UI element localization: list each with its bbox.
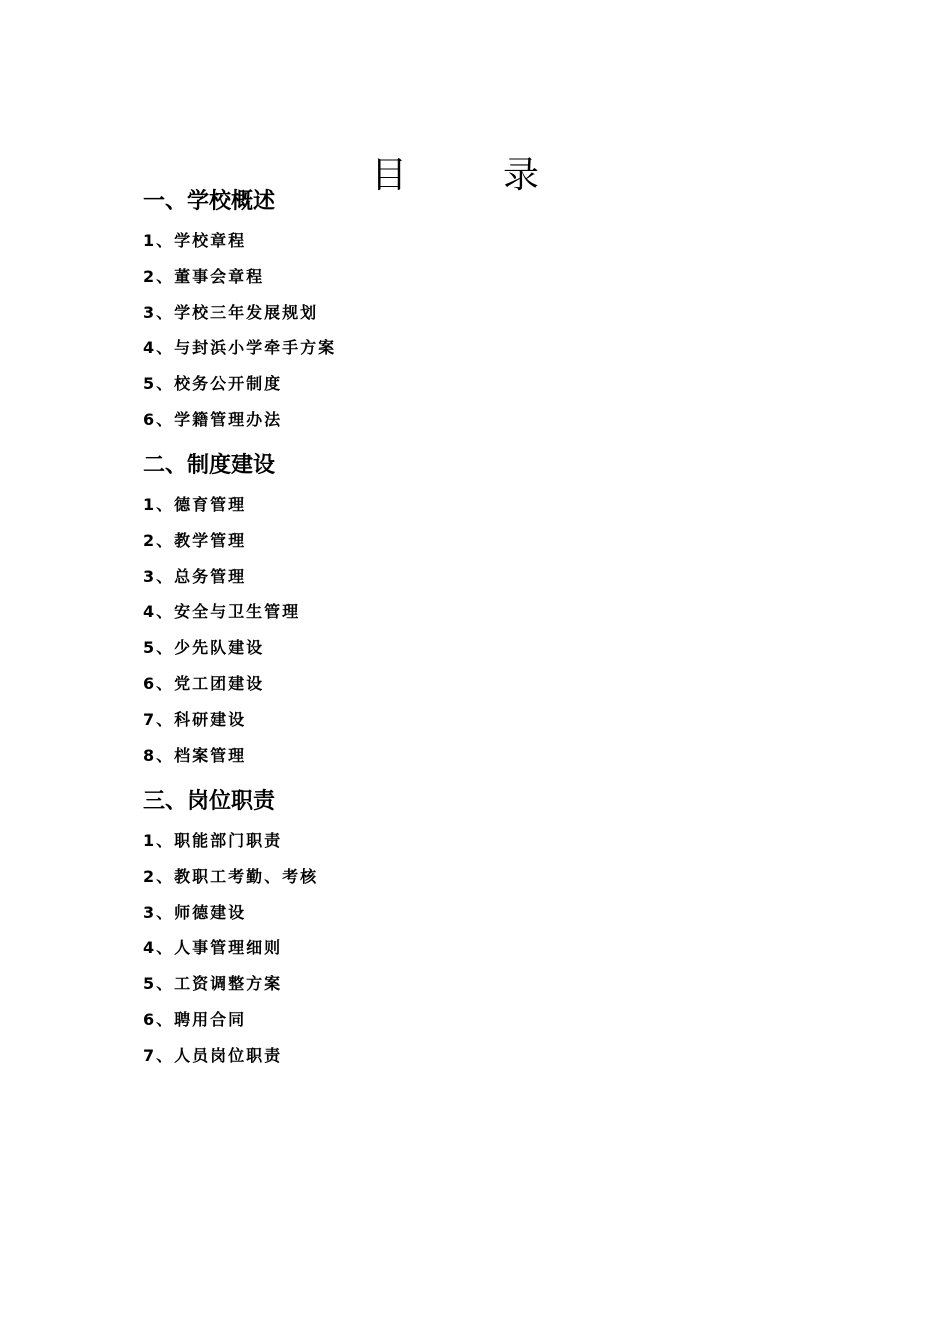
- toc-entry: 4、与封浜小学牵手方案: [143, 338, 337, 358]
- toc-entry: 7、科研建设: [143, 709, 247, 729]
- toc-entry: 8、档案管理: [143, 745, 247, 765]
- section-heading: 一、学校概述: [143, 189, 276, 214]
- toc-entry: 2、教职工考勤、考核: [143, 866, 319, 886]
- toc-entry-list: [143, 223, 743, 438]
- toc-entry: 5、工资调整方案: [143, 974, 283, 994]
- toc-entry: 1、学校章程: [143, 231, 247, 250]
- toc-entry: 6、聘用合同: [143, 1009, 247, 1029]
- toc-entry: 6、学籍管理办法: [143, 409, 283, 429]
- section-heading: 二、制度建设: [143, 453, 276, 478]
- toc-entry: 3、总务管理: [143, 566, 247, 586]
- toc-entry-list: [143, 487, 743, 773]
- toc-entry-list: [143, 823, 743, 1074]
- toc-section-school-overview: [143, 187, 743, 438]
- section-heading: 三、岗位职责: [143, 789, 276, 814]
- toc-entry: 4、人事管理细则: [143, 938, 283, 958]
- toc-section-job-responsibilities: [143, 787, 743, 1074]
- toc-entry: 7、人员岗位职责: [143, 1045, 283, 1065]
- toc-entry: 3、学校三年发展规划: [143, 302, 319, 322]
- document-title: 目 录: [370, 155, 569, 197]
- toc-entry: 5、校务公开制度: [143, 374, 283, 394]
- toc-entry: 4、安全与卫生管理: [143, 602, 301, 622]
- toc-entry: 6、党工团建设: [143, 673, 265, 693]
- toc-entry: 1、德育管理: [143, 495, 247, 514]
- toc-entry: 2、教学管理: [143, 530, 247, 550]
- toc-section-institutional-development: [143, 451, 743, 773]
- toc-entry: 3、师德建设: [143, 902, 247, 922]
- toc-entry: 1、职能部门职责: [143, 831, 283, 850]
- toc-entry: 5、少先队建设: [143, 638, 265, 658]
- toc-entry: 2、董事会章程: [143, 266, 265, 286]
